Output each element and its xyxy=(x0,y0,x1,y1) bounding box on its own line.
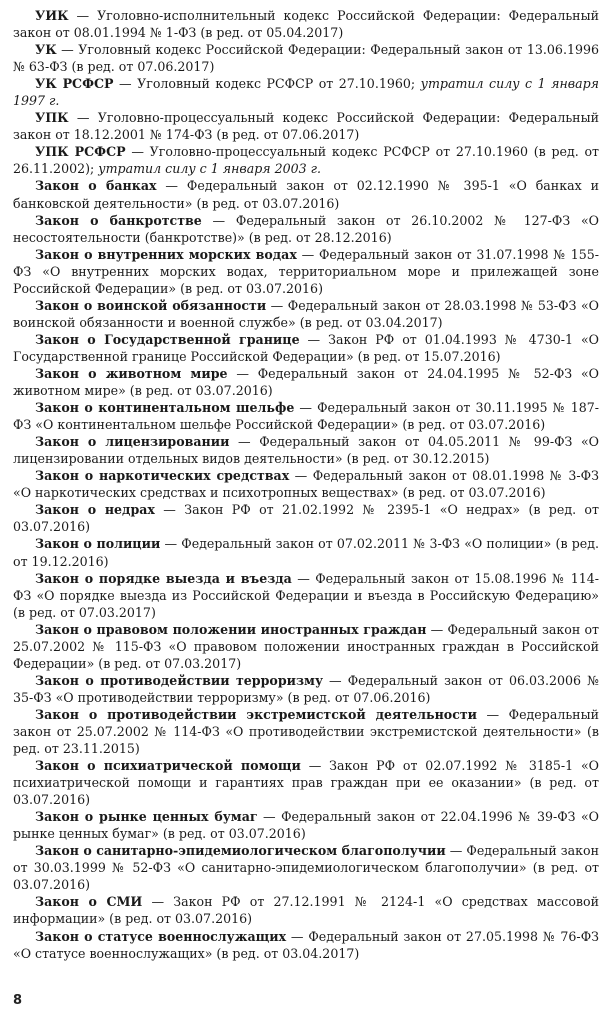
entry-term: Закон о правовом положении иностранных граждан xyxy=(35,621,427,637)
entry-term: Закон о порядке выезда и въезда xyxy=(35,570,292,586)
entry-term: Закон о животном мире xyxy=(35,365,228,381)
entry-term: Закон о наркотических средствах xyxy=(35,468,290,484)
abbreviations-list xyxy=(13,7,599,962)
abbreviation-entry xyxy=(13,143,599,177)
entry-term: Закон о лицензировании xyxy=(35,434,230,450)
entry-description: — Закон РФ от 21.02.1992 № 2395-1 «О недрах» (в ред. от 03.07.2016) xyxy=(13,502,599,535)
entry-term: Закон о противодействии терроризму xyxy=(35,672,324,688)
entry-description: — Федеральный закон от 22.04.1996 № 39-ФЗ «О рынке ценных бумаг» (в ред. от 03.07.2016) xyxy=(13,809,600,842)
entry-term: Закон о противодействии экстремистской деятельности xyxy=(35,706,478,722)
entry-description: — Федеральный закон от 08.01.1998 № 3-ФЗ «О наркотических средствах и психотропных веществах» (в ред. от 03.07.2016) xyxy=(13,468,599,501)
entry-description: — Федеральный закон от 28.03.1998 № 53-ФЗ «О воинской обязанности и военной службе» (в ред. от 03.04.2017) xyxy=(13,297,599,330)
abbreviation-entry xyxy=(13,757,599,808)
entry-description: — Федеральный закон от 25.07.2002 № 114-ФЗ «О противодействии экстремистской деятельности» (в ред. от 23.11.2015) xyxy=(13,706,599,757)
abbreviation-entry xyxy=(13,570,599,621)
entry-term: Закон о полиции xyxy=(35,536,161,552)
entry-term: Закон о статусе военнослужащих xyxy=(35,928,287,944)
abbreviation-entry xyxy=(13,672,599,706)
entry-status-note: утратил силу с 1 января 1997 г. xyxy=(13,76,600,109)
abbreviation-entry xyxy=(13,75,599,109)
abbreviation-entry xyxy=(13,535,599,569)
entry-description: — Федеральный закон от 30.11.1995 № 187-ФЗ «О континентальном шельфе Российской Федерации» (в ред. от 03.07.2016) xyxy=(13,400,600,433)
entry-description: — Федеральный закон от 25.07.2002 № 115-ФЗ «О правовом положении иностранных граждан в Российской Федерации» (в ред. от 07.03.2017) xyxy=(13,621,599,671)
entry-description: — Закон РФ от 27.12.1991 № 2124-1 «О средствах массовой информации» (в ред. от 03.07.2016) xyxy=(13,894,599,927)
entry-term: Закон о воинской обязанности xyxy=(35,297,267,313)
entry-term: Закон о банках xyxy=(35,178,157,194)
entry-description: — Уголовно-исполнительный кодекс Российской Федерации: Федеральный закон от 08.01.1994 № 1-ФЗ (в ред. от 05.04.2017) xyxy=(13,8,599,41)
entry-term: УК РСФСР xyxy=(35,76,114,92)
abbreviation-entry xyxy=(13,433,599,467)
entry-term: Закон о санитарно-эпидемиологическом благополучии xyxy=(35,843,446,859)
abbreviation-entry xyxy=(13,212,599,246)
entry-term: УПК РСФСР xyxy=(35,144,126,160)
abbreviation-entry xyxy=(13,842,599,893)
entry-term: Закон о СМИ xyxy=(35,894,143,910)
entry-description: — Федеральный закон от 30.03.1999 № 52-ФЗ «О санитарно-эпидемиологическом благополучии» (в ред. от 03.07.2016) xyxy=(13,843,599,893)
abbreviation-entry xyxy=(13,399,599,433)
entry-status-note: утратил силу с 1 января 2003 г. xyxy=(98,161,322,177)
entry-term: Закон о континентальном шельфе xyxy=(35,400,295,416)
entry-term: Закон о недрах xyxy=(35,502,155,518)
entry-description: — Федеральный закон от 04.05.2011 № 99-ФЗ «О лицензировании отдельных видов деятельности» (в ред. от 30.12.2015) xyxy=(13,434,599,467)
entry-description: — Федеральный закон от 31.07.1998 № 155-ФЗ «О внутренних морских водах, территориальном море и прилежащей зоне Российской Федерации» (в ред. от 03.07.2016) xyxy=(13,246,599,296)
entry-term: Закон о внутренних морских водах xyxy=(35,246,297,262)
entry-description: — Уголовно-процессуальный кодекс Российской Федерации: Федеральный закон от 18.12.2001 № 174-ФЗ (в ред. от 07.06.2017) xyxy=(13,110,599,143)
entry-term: УИК xyxy=(35,8,69,23)
abbreviation-entry xyxy=(13,109,599,143)
abbreviation-entry xyxy=(13,501,599,535)
entry-description: — Федеральный закон от 15.08.1996 № 114-ФЗ «О порядке выезда из Российской Федерации и въезда в Российскую Федерацию» (в ред. от 07.03.2017) xyxy=(13,570,600,620)
entry-description: — Закон РФ от 02.07.1992 № 3185-1 «О психиатрической помощи и гарантиях прав граждан при ее оказании» (в ред. от 03.07.2016) xyxy=(13,758,600,808)
entry-term: Закон о рынке ценных бумаг xyxy=(35,809,258,825)
abbreviation-entry xyxy=(13,467,599,501)
abbreviation-entry xyxy=(13,621,599,672)
entry-description: — Федеральный закон от 27.05.1998 № 76-ФЗ «О статусе военнослужащих» (в ред. от 03.04.2017) xyxy=(13,928,599,961)
entry-term: Закон о психиатрической помощи xyxy=(35,758,301,774)
abbreviation-entry xyxy=(13,297,599,331)
abbreviation-entry xyxy=(13,41,599,75)
abbreviation-entry xyxy=(13,893,599,927)
abbreviation-entry xyxy=(13,928,599,962)
abbreviation-entry xyxy=(13,808,599,842)
entry-description: — Уголовный кодекс Российской Федерации: Федеральный закон от 13.06.1996 № 63-ФЗ (в ред. от 07.06.2017) xyxy=(13,42,599,75)
entry-description: — Федеральный закон от 06.03.2006 № 35-ФЗ «О противодействии терроризму» (в ред. от 07.06.2016) xyxy=(13,672,600,705)
entry-term: Закон о банкротстве xyxy=(35,212,202,228)
abbreviation-entry xyxy=(13,7,599,41)
abbreviation-entry xyxy=(13,246,599,297)
entry-description: — Федеральный закон от 24.04.1995 № 52-ФЗ «О животном мире» (в ред. от 03.07.2016) xyxy=(13,365,599,399)
entry-description: — Уголовно-процессуальный кодекс РСФСР от 27.10.1960 (в ред. от 26.11.2002); xyxy=(13,144,600,177)
entry-description: — Федеральный закон от 26.10.2002 № 127-ФЗ «О несостоятельности (банкротстве)» (в ред. от 28.12.2016) xyxy=(13,212,599,245)
entry-term: Закон о Государственной границе xyxy=(35,331,300,347)
entry-description: — Уголовный кодекс РСФСР от 27.10.1960; xyxy=(113,76,421,92)
entry-description: — Федеральный закон от 02.12.1990 № 395-1 «О банках и банковской деятельности» (в ред. от 03.07.2016) xyxy=(13,178,599,211)
entry-term: УК xyxy=(35,42,57,58)
abbreviation-entry xyxy=(13,365,599,399)
abbreviation-entry xyxy=(13,331,599,365)
entry-term: УПК xyxy=(35,110,69,126)
entry-description: — Федеральный закон от 07.02.2011 № 3-ФЗ «О полиции» (в ред. от 19.12.2016) xyxy=(13,536,599,569)
page-number: 8 xyxy=(13,993,23,1008)
abbreviation-entry xyxy=(13,177,599,211)
entry-description: — Закон РФ от 01.04.1993 № 4730-1 «О Государственной границе Российской Федерации» (в ред. от 15.07.2016) xyxy=(13,331,599,364)
abbreviation-entry xyxy=(13,706,599,757)
